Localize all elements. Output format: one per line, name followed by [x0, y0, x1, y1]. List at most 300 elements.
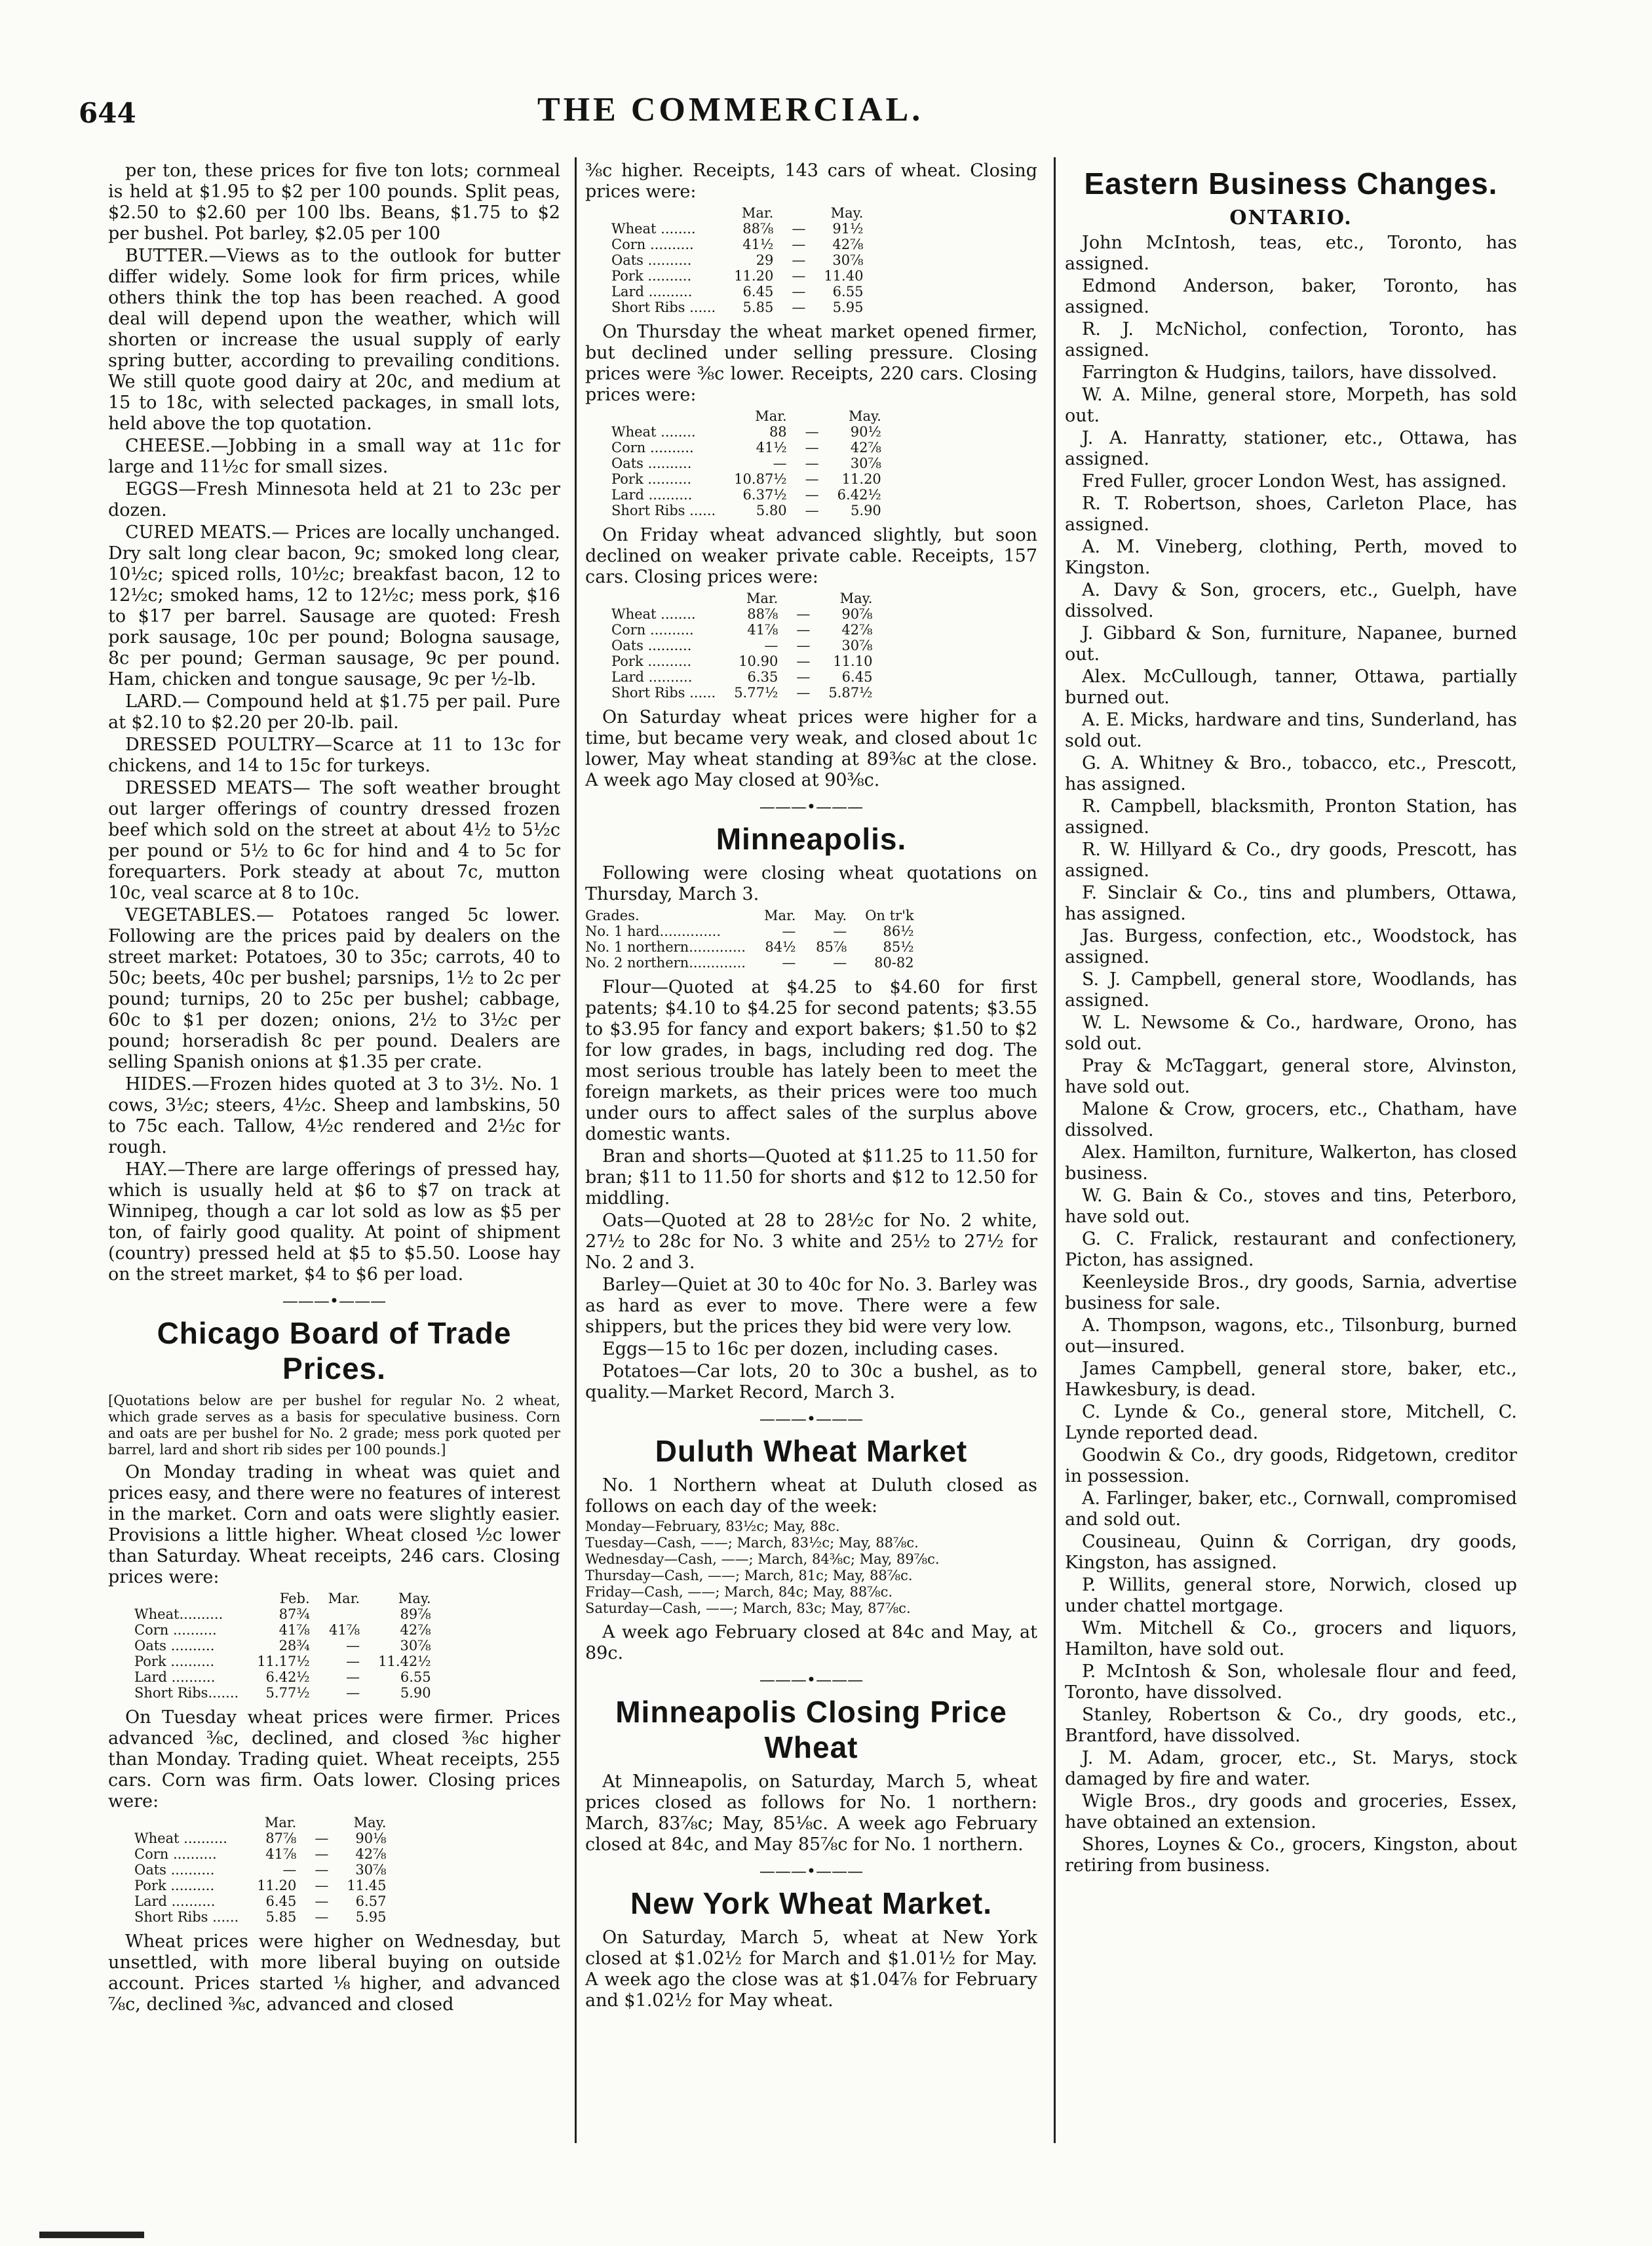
price-cell: —	[315, 1830, 329, 1846]
price-cell: 42⅞	[832, 237, 864, 252]
table-row	[611, 622, 881, 638]
commodity-cell: Oats ..........	[134, 1862, 215, 1878]
price-cell: 41⅞	[329, 1622, 360, 1638]
price-cell: —	[796, 685, 811, 701]
paragraph: On Friday wheat advanced slightly, but soon declined on weaker private cable. Receipts, 157 cars. Closing prices were:	[585, 525, 1037, 587]
ornament-divider: ———•———	[282, 1292, 387, 1310]
price-cell: —	[315, 1909, 329, 1925]
table-row	[611, 487, 891, 503]
price-cell: 29	[756, 252, 774, 268]
price-cell: —	[315, 1893, 329, 1909]
price-cell: —	[792, 300, 806, 315]
paragraph: On Saturday, March 5, wheat at New York closed at $1.02½ for March and $1.01½ for May. A week ago the close was at $1.04⅞ for February and $1.02½ for May wheat.	[585, 1927, 1037, 2011]
price-cell: —	[833, 955, 847, 971]
price-cell: —	[796, 638, 811, 653]
price-cell: 88	[769, 424, 787, 440]
price-cell: 41½	[756, 440, 787, 455]
price-cell: —	[805, 455, 819, 471]
column-rule	[575, 157, 577, 2143]
print-mark	[39, 2232, 144, 2238]
table-row	[134, 1638, 440, 1654]
daily-close: Monday—February, 83½c; May, 88c.	[585, 1519, 840, 1534]
price-cell: 11.10	[833, 653, 873, 669]
price-cell: —	[796, 653, 811, 669]
table-row	[134, 1846, 395, 1862]
price-cell: —	[796, 622, 811, 638]
table-header-row	[134, 1591, 440, 1606]
business-notice: R. J. McNichol, confection, Toronto, has assigned.	[1065, 319, 1517, 360]
price-cell: 5.95	[832, 300, 864, 315]
column-header: May.	[353, 1815, 387, 1830]
price-cell: —	[792, 237, 806, 252]
column-header	[782, 205, 815, 221]
business-notice: Goodwin & Co., dry goods, Ridgetown, creditor in possession.	[1065, 1445, 1517, 1486]
business-notice: Fred Fuller, grocer London West, has assigned.	[1082, 471, 1507, 492]
price-cell: 11.20	[841, 471, 881, 487]
column-header: Mar.	[746, 591, 778, 606]
price-cell: 30⅞	[841, 638, 873, 653]
commodity-cell: Wheat ........	[611, 221, 696, 237]
column-header: May.	[814, 908, 847, 923]
price-cell: 11.40	[824, 268, 864, 284]
price-cell: 5.95	[355, 1909, 387, 1925]
section-heading: Minneapolis Closing Price Wheat	[615, 1695, 1007, 1764]
market-report	[108, 161, 560, 1285]
table-row	[134, 1878, 395, 1893]
table-row	[611, 300, 872, 315]
paragraph: Wheat prices were higher on Wednesday, but unsettled, with more liberal buying on outside account. Prices started ⅛ higher, and advanced ⅞c, declined ⅜c, advanced and closed	[108, 1931, 560, 2015]
price-cell: 6.45	[841, 669, 873, 685]
table-row	[611, 440, 891, 455]
price-cell: 11.45	[347, 1878, 387, 1893]
table-row	[134, 1654, 440, 1669]
price-cell: 90⅛	[355, 1830, 387, 1846]
bracket-note: [Quotations below are per bushel for regular No. 2 wheat, which grade serves as a basis for speculative business. Corn and oats are per bushel for No. 2 grade; mess pork quoted per barrel, lard and short rib sides per 100 pounds.]	[108, 1393, 560, 1458]
price-cell: —	[833, 923, 847, 939]
commodity-cell: Pork ..........	[611, 653, 692, 669]
commodity-cell: Lard ..........	[134, 1893, 216, 1909]
column-header: Feb.	[279, 1591, 310, 1606]
column-header	[611, 205, 725, 221]
column-2	[585, 161, 1037, 2013]
commodity-cell: Oats ..........	[611, 252, 692, 268]
table-row	[134, 1622, 440, 1638]
business-notice: Alex. Hamilton, furniture, Walkerton, has closed business.	[1065, 1142, 1517, 1184]
column-header: May.	[398, 1591, 431, 1606]
commodity-cell: Corn ..........	[611, 622, 694, 638]
grades-table	[585, 908, 923, 971]
price-cell: 89⅞	[400, 1606, 431, 1622]
price-cell: 84½	[765, 939, 796, 955]
price-cell	[319, 1606, 369, 1622]
commodity-cell: Corn ..........	[611, 440, 694, 455]
section-heading: Chicago Board of Trade Prices.	[157, 1316, 512, 1385]
price-cell: 42⅞	[850, 440, 881, 455]
table-row	[611, 268, 872, 284]
paragraph: CURED MEATS.— Prices are locally unchanged. Dry salt long clear bacon, 9c; smoked long clear, 10½c; spiced rolls, 10½c; breakfast bacon, 12 to 12½c; smoked hams, 12 to 12½c; mess pork, $16 to $17 per barrel. Sausage are quoted: Fresh pork sausage, 10c per pound; Bologna sausage, 8c per pound; German sausage, 9c per pound. Ham, chicken and tongue sausage, 9c per ½-lb.	[108, 522, 560, 689]
commodity-cell: No. 1 hard..............	[585, 923, 721, 939]
column-header: Mar.	[741, 205, 774, 221]
table-row	[611, 221, 872, 237]
paragraph: On Monday trading in wheat was quiet and prices easy, and there were no features of interest in the market. Corn and oats were slightly easier. Provisions a little higher. Wheat closed ½c lower than Saturday. Wheat receipts, 246 cars. Closing prices were:	[108, 1462, 560, 1587]
price-cell: 5.85	[742, 300, 774, 315]
price-cell: 30⅞	[400, 1638, 431, 1654]
price-cell: 6.45	[265, 1893, 297, 1909]
commodity-cell: Oats ..........	[611, 638, 692, 653]
column-header	[611, 591, 725, 606]
business-notice: A. E. Micks, hardware and tins, Sunderland, has sold out.	[1065, 710, 1517, 751]
province-subhead: ONTARIO.	[1229, 206, 1353, 229]
business-notice: C. Lynde & Co., general store, Mitchell, C. Lynde reported dead.	[1065, 1402, 1517, 1443]
price-cell: 87⅞	[265, 1830, 297, 1846]
price-cell: 6.57	[355, 1893, 387, 1909]
table-header-row	[611, 408, 891, 424]
page-number: 644	[79, 97, 136, 129]
price-cell: —	[315, 1846, 329, 1862]
price-cell: —	[282, 1862, 297, 1878]
paragraph: DRESSED POULTRY—Scarce at 11 to 13c for chickens, and 14 to 15c for turkeys.	[108, 735, 560, 776]
column-header	[787, 591, 819, 606]
table-row	[611, 685, 881, 701]
column-header: Mar.	[328, 1591, 360, 1606]
commodity-cell: Corn ..........	[134, 1846, 217, 1862]
paragraph: LARD.— Compound held at $1.75 per pail. Pure at $2.10 to $2.20 per 20-lb. pail.	[108, 691, 560, 733]
column-header	[134, 1815, 248, 1830]
column-header: May.	[830, 205, 864, 221]
paragraph: EGGS—Fresh Minnesota held at 21 to 23c per dozen.	[108, 479, 560, 520]
table-header-row	[611, 591, 881, 606]
section-heading: Eastern Business Changes.	[1084, 166, 1498, 201]
business-notice: J. M. Adam, grocer, etc., St. Marys, stock damaged by fire and water.	[1065, 1748, 1517, 1789]
ornament-divider: ———•———	[759, 1862, 864, 1880]
table-header-row	[585, 908, 923, 923]
price-cell: —	[805, 471, 819, 487]
column-header: Mar.	[755, 408, 787, 424]
table-row	[585, 923, 923, 939]
paragraph: At Minneapolis, on Saturday, March 5, wheat prices closed as follows for No. 1 northern: March, 83⅞c; May, 85⅛c. A week ago February closed at 84c, and May 85⅞c for No. 1 northern.	[585, 1772, 1037, 1855]
price-cell: 6.42½	[265, 1669, 310, 1685]
column-3	[1065, 161, 1517, 1878]
business-notice: A. Thompson, wagons, etc., Tilsonburg, burned out—insured.	[1065, 1315, 1517, 1357]
minneapolis-report	[585, 977, 1037, 1403]
commodity-cell: No. 1 northern.............	[585, 939, 746, 955]
price-cell: 30⅞	[355, 1862, 387, 1878]
commodity-cell: Corn ..........	[611, 237, 694, 252]
commodity-cell: Wheat ........	[611, 424, 696, 440]
paragraph: CHEESE.—Jobbing in a small way at 11c for large and 11½c for small sizes.	[108, 436, 560, 477]
column-header: May.	[839, 591, 873, 606]
commodity-cell: Short Ribs.......	[134, 1685, 239, 1701]
price-cell: 6.37½	[742, 487, 787, 503]
commodity-cell: Short Ribs ......	[611, 685, 716, 701]
business-notice: Wigle Bros., dry goods and groceries, Essex, have obtained an extension.	[1065, 1791, 1517, 1832]
paragraph: Potatoes—Car lots, 20 to 30c a bushel, as to quality.—Market Record, March 3.	[585, 1361, 1037, 1403]
price-cell: —	[315, 1878, 329, 1893]
price-cell: 91½	[832, 221, 864, 237]
paragraph: BUTTER.—Views as to the outlook for butter differ widely. Some look for firm prices, while others think the top has been reached. A good deal will depend upon the weather, which will shorten or increase the usual supply of early spring butter, according to prevailing conditions. We still quote good dairy at 20c, and medium at 15 to 18c, with selected packages, in small lots, held above the top quotation.	[108, 246, 560, 434]
business-notice: John McIntosh, teas, etc., Toronto, has assigned.	[1065, 233, 1517, 274]
price-cell: —	[764, 638, 778, 653]
price-cell: 5.90	[400, 1685, 431, 1701]
price-cell: 5.90	[851, 503, 881, 518]
table-row	[134, 1606, 440, 1622]
price-cell: —	[346, 1685, 360, 1701]
daily-close: Wednesday—Cash, ——; March, 84⅜c; May, 89⅞c.	[585, 1551, 940, 1567]
paragraph: per ton, these prices for five ton lots; cornmeal is held at $1.95 to $2 per 100 pounds. Split peas, $2.50 to $2.60 per 100 lbs. Beans, $1.75 to $2 per bushel. Pot barley, $2.05 per 100	[108, 161, 560, 244]
price-cell: 90⅞	[841, 606, 873, 622]
price-cell: 5.80	[756, 503, 787, 518]
business-notice: Shores, Loynes & Co., grocers, Kingston, about retiring from business.	[1065, 1834, 1517, 1876]
price-cell: 90½	[850, 424, 881, 440]
commodity-cell: Lard ..........	[134, 1669, 216, 1685]
paragraph: ⅜c higher. Receipts, 143 cars of wheat. Closing prices were:	[585, 161, 1037, 202]
column-rule	[1054, 157, 1056, 2143]
commodity-cell: Corn ..........	[134, 1622, 217, 1638]
price-cell: —	[782, 923, 796, 939]
price-cell: 5.77½	[734, 685, 778, 701]
price-cell: —	[346, 1654, 360, 1669]
price-cell: —	[792, 268, 806, 284]
price-cell: —	[773, 455, 787, 471]
table-row	[134, 1669, 440, 1685]
business-notice: A. Farlinger, baker, etc., Cornwall, compromised and sold out.	[1065, 1488, 1517, 1530]
commodity-cell: Pork ..........	[134, 1878, 215, 1893]
paragraph: A week ago February closed at 84c and May, at 89c.	[585, 1622, 1037, 1663]
paragraph: Bran and shorts—Quoted at $11.25 to 11.50 for bran; $11 to 11.50 for shorts and $12 to 12.50 for middling.	[585, 1146, 1037, 1209]
daily-close: Tuesday—Cash, ——; March, 83½c; May, 88⅞c.	[585, 1535, 919, 1551]
table-header-row	[611, 205, 872, 221]
table-row	[611, 503, 891, 518]
paragraph: HIDES.—Frozen hides quoted at 3 to 3½. No. 1 cows, 3½c; steers, 4½c. Sheep and lambskins, 50 to 75c each. Tallow, 4½c rendered and 2½c for rough.	[108, 1074, 560, 1157]
business-notice: Cousineau, Quinn & Corrigan, dry goods, Kingston, has assigned.	[1065, 1532, 1517, 1573]
column-header	[796, 408, 828, 424]
price-cell: 87¾	[279, 1606, 310, 1622]
column-header	[134, 1591, 248, 1606]
daily-close-list	[585, 1519, 1037, 1617]
price-cell: 42⅞	[400, 1622, 431, 1638]
price-cell: 85½	[883, 939, 914, 955]
table-row	[611, 455, 891, 471]
commodity-cell: Short Ribs ......	[611, 503, 716, 518]
commodity-cell: Lard ..........	[611, 284, 693, 300]
table-row	[134, 1830, 395, 1846]
price-cell: 41⅞	[747, 622, 778, 638]
column-header	[611, 408, 725, 424]
business-notice: P. Willits, general store, Norwich, closed up under chattel mortgage.	[1065, 1575, 1517, 1616]
business-notice: G. A. Whitney & Bro., tobacco, etc., Prescott, has assigned.	[1065, 753, 1517, 794]
paragraph: Flour—Quoted at $4.25 to $4.60 for first patents; $4.10 to $4.25 for second patents; $3.55 to $3.95 for fancy and export bakers; $1.50 to $2 for low grades, in bags, including red dog. The most serious trouble has lately been to meet the foreign markets, as their prices were too much under ours to affect sales of the surplus above domestic wants.	[585, 977, 1037, 1144]
price-cell: —	[805, 503, 819, 518]
column-header: On tr'k	[865, 908, 914, 923]
business-notice: Jas. Burgess, confection, etc., Woodstock, has assigned.	[1065, 926, 1517, 967]
daily-close: Thursday—Cash, ——; March, 81c; May, 88⅞c.	[585, 1568, 913, 1583]
paragraph: On Tuesday wheat prices were firmer. Prices advanced ⅜c, declined, and closed ⅜c higher than Monday. Trading quiet. Wheat receipts, 255 cars. Corn was firm. Oats lower. Closing prices were:	[108, 1707, 560, 1811]
business-notices	[1065, 233, 1517, 1876]
price-table	[611, 205, 872, 315]
price-table	[134, 1815, 395, 1925]
price-cell: 6.45	[742, 284, 774, 300]
price-table	[611, 408, 891, 518]
price-cell: —	[792, 221, 806, 237]
commodity-cell: Oats ..........	[611, 455, 692, 471]
price-cell: —	[792, 252, 806, 268]
commodity-cell: Wheat ..........	[134, 1830, 227, 1846]
business-notice: Keenleyside Bros., dry goods, Sarnia, advertise business for sale.	[1065, 1272, 1517, 1313]
ornament-divider: ———•———	[759, 798, 864, 816]
price-cell: 10.87½	[734, 471, 787, 487]
price-cell: —	[796, 669, 811, 685]
table-row	[585, 939, 923, 955]
business-notice: W. G. Bain & Co., stoves and tins, Peterboro, have sold out.	[1065, 1186, 1517, 1227]
paragraph: Barley—Quiet at 30 to 40c for No. 3. Barley was as hard as ever to move. There were a few shippers, but the prices they bid were very low.	[585, 1275, 1037, 1337]
column-header: Grades.	[585, 908, 640, 923]
business-notice: Edmond Anderson, baker, Toronto, has assigned.	[1065, 276, 1517, 317]
commodity-cell: Pork ..........	[611, 268, 692, 284]
price-cell: 11.17½	[257, 1654, 310, 1669]
business-notice: James Campbell, general store, baker, etc., Hawkesbury, is dead.	[1065, 1359, 1517, 1400]
price-cell: 80-82	[874, 955, 914, 971]
commodity-cell: Oats ..........	[134, 1638, 215, 1654]
paragraph: Following were closing wheat quotations on Thursday, March 3.	[585, 863, 1037, 904]
business-notice: Pray & McTaggart, general store, Alvinston, have sold out.	[1065, 1056, 1517, 1097]
table-row	[611, 638, 881, 653]
paragraph: VEGETABLES.— Potatoes ranged 5c lower. Following are the prices paid by dealers on the street market: Potatoes, 30 to 35c; carrots, 40 to 50c; beets, 40c per bushel; parsnips, 1½ to 2c per pound; turnips, 20 to 25c per bushel; cabbage, 60c to $1 per dozen; onions, 2½ to 3½c per pound; horseradish 8c per pound. Dealers are selling Spanish onions at $1.35 per crate.	[108, 905, 560, 1072]
business-notice: A. Davy & Son, grocers, etc., Guelph, have dissolved.	[1065, 580, 1517, 621]
business-notice: P. McIntosh & Son, wholesale flour and feed, Toronto, have dissolved.	[1065, 1661, 1517, 1703]
table-row	[611, 669, 881, 685]
price-cell: —	[805, 487, 819, 503]
paragraph: No. 1 Northern wheat at Duluth closed as follows on each day of the week:	[585, 1475, 1037, 1517]
price-cell: 6.55	[832, 284, 864, 300]
commodity-cell: Wheat ........	[611, 606, 696, 622]
table-row	[611, 237, 872, 252]
price-cell: 11.20	[734, 268, 774, 284]
table-row	[611, 284, 872, 300]
masthead: THE COMMERCIAL.	[537, 91, 924, 128]
table-row	[611, 424, 891, 440]
commodity-cell: Wheat..........	[134, 1606, 223, 1622]
price-cell: 41⅞	[265, 1846, 297, 1862]
price-cell: —	[805, 440, 819, 455]
commodity-cell: Pork ..........	[611, 471, 692, 487]
price-cell: 6.55	[400, 1669, 431, 1685]
price-cell: 5.85	[265, 1909, 297, 1925]
business-notice: Stanley, Robertson & Co., dry goods, etc., Brantford, have dissolved.	[1065, 1705, 1517, 1746]
table-row	[585, 955, 923, 971]
business-notice: W. L. Newsome & Co., hardware, Orono, has sold out.	[1065, 1013, 1517, 1054]
paragraph: Eggs—15 to 16c per dozen, including cases.	[602, 1339, 999, 1359]
business-notice: Alex. McCullough, tanner, Ottawa, partially burned out.	[1065, 667, 1517, 708]
price-cell: 88⅞	[747, 606, 778, 622]
price-cell: 88⅞	[742, 221, 774, 237]
column-header: May.	[849, 408, 881, 424]
business-notice: F. Sinclair & Co., tins and plumbers, Ottawa, has assigned.	[1065, 883, 1517, 924]
table-row	[134, 1909, 395, 1925]
table-row	[134, 1893, 395, 1909]
table-row	[611, 471, 891, 487]
price-cell: 85⅞	[816, 939, 847, 955]
section-heading: New York Wheat Market.	[630, 1886, 992, 1920]
column-header: Mar.	[763, 908, 796, 923]
daily-close: Friday—Cash, ——; March, 84c; May, 88⅞c.	[585, 1584, 893, 1600]
price-cell: 42⅞	[355, 1846, 387, 1862]
price-cell: 42⅞	[841, 622, 873, 638]
price-cell: 30⅞	[832, 252, 864, 268]
commodity-cell: Lard ..........	[611, 487, 693, 503]
price-cell: 10.90	[739, 653, 778, 669]
price-cell: —	[315, 1862, 329, 1878]
business-notice: W. A. Milne, general store, Morpeth, has sold out.	[1065, 385, 1517, 426]
price-cell: —	[346, 1669, 360, 1685]
price-cell: 6.42½	[837, 487, 881, 503]
price-cell: —	[792, 284, 806, 300]
business-notice: Wm. Mitchell & Co., grocers and liquors, Hamilton, have sold out.	[1065, 1618, 1517, 1659]
business-notice: J. Gibbard & Son, furniture, Napanee, burned out.	[1065, 623, 1517, 665]
business-notice: A. M. Vineberg, clothing, Perth, moved to Kingston.	[1065, 537, 1517, 578]
price-cell: 11.42½	[378, 1654, 431, 1669]
commodity-cell: Short Ribs ......	[134, 1909, 239, 1925]
ornament-divider: ———•———	[759, 1410, 864, 1428]
column-header	[305, 1815, 337, 1830]
price-table	[611, 591, 881, 701]
table-row	[611, 252, 872, 268]
business-notice: G. C. Fralick, restaurant and confectionery, Picton, has assigned.	[1065, 1229, 1517, 1270]
paragraph: On Thursday the wheat market opened firmer, but declined under selling pressure. Closing prices were ⅜c lower. Receipts, 220 cars. Closing prices were:	[585, 322, 1037, 405]
table-row	[611, 606, 881, 622]
paragraph: Oats—Quoted at 28 to 28½c for No. 2 white, 27½ to 28c for No. 3 white and 25½ to 27½ for No. 2 and 3.	[585, 1210, 1037, 1273]
table-header-row	[134, 1815, 395, 1830]
business-notice: J. A. Hanratty, stationer, etc., Ottawa, has assigned.	[1065, 428, 1517, 469]
price-cell: 41⅞	[279, 1622, 310, 1638]
price-cell: —	[782, 955, 796, 971]
column-header: Mar.	[264, 1815, 297, 1830]
business-notice: R. Campbell, blacksmith, Pronton Station, has assigned.	[1065, 796, 1517, 838]
ornament-divider: ———•———	[759, 1671, 864, 1689]
price-table	[134, 1591, 440, 1701]
commodity-cell: Short Ribs ......	[611, 300, 716, 315]
section-heading: Duluth Wheat Market	[655, 1434, 968, 1468]
price-cell: 5.87½	[828, 685, 873, 701]
price-cell: —	[796, 606, 811, 622]
commodity-cell: Pork ..........	[134, 1654, 215, 1669]
commodity-cell: Lard ..........	[611, 669, 693, 685]
price-cell: —	[805, 424, 819, 440]
price-cell: 5.77½	[265, 1685, 310, 1701]
price-cell: 41½	[742, 237, 774, 252]
price-cell: 6.35	[747, 669, 778, 685]
paragraph: HAY.—There are large offerings of pressed hay, which is usually held at $6 to $7 on track at Winnipeg, though a car lot sold as low as $5 per ton, of fairly good quality. At point of shipment (country) pressed held at $5 to $5.50. Loose hay on the street market, $4 to $6 per load.	[108, 1159, 560, 1285]
section-heading: Minneapolis.	[716, 822, 907, 856]
column-1	[108, 161, 560, 2017]
price-cell: 11.20	[257, 1878, 297, 1893]
business-notice: S. J. Campbell, general store, Woodlands, has assigned.	[1065, 969, 1517, 1011]
business-notice: Malone & Crow, grocers, etc., Chatham, have dissolved.	[1065, 1099, 1517, 1140]
table-row	[134, 1685, 440, 1701]
price-cell: 30⅞	[850, 455, 881, 471]
price-cell: —	[346, 1638, 360, 1654]
daily-close: Saturday—Cash, ——; March, 83c; May, 87⅞c.	[585, 1600, 911, 1616]
price-cell: 28¾	[279, 1638, 310, 1654]
commodity-cell: No. 2 northern.............	[585, 955, 746, 971]
paragraph: On Saturday wheat prices were higher for a time, but became very weak, and closed about 1c lower, May wheat standing at 89⅜c at the close. A week ago May closed at 90⅜c.	[585, 707, 1037, 790]
price-cell: 86½	[883, 923, 914, 939]
table-row	[134, 1862, 395, 1878]
business-notice: R. W. Hillyard & Co., dry goods, Prescott, has assigned.	[1065, 840, 1517, 881]
table-row	[611, 653, 881, 669]
business-notice: R. T. Robertson, shoes, Carleton Place, has assigned.	[1065, 494, 1517, 535]
paragraph: DRESSED MEATS— The soft weather brought out larger offerings of country dressed frozen beef which sold on the street at about 4½ to 5½c per pound or 5½ to 6c for hind and 4 to 5c for forequarters. Pork steady at about 7c, mutton 10c, veal scarce at 8 to 10c.	[108, 778, 560, 903]
business-notice: Farrington & Hudgins, tailors, have dissolved.	[1082, 362, 1497, 383]
